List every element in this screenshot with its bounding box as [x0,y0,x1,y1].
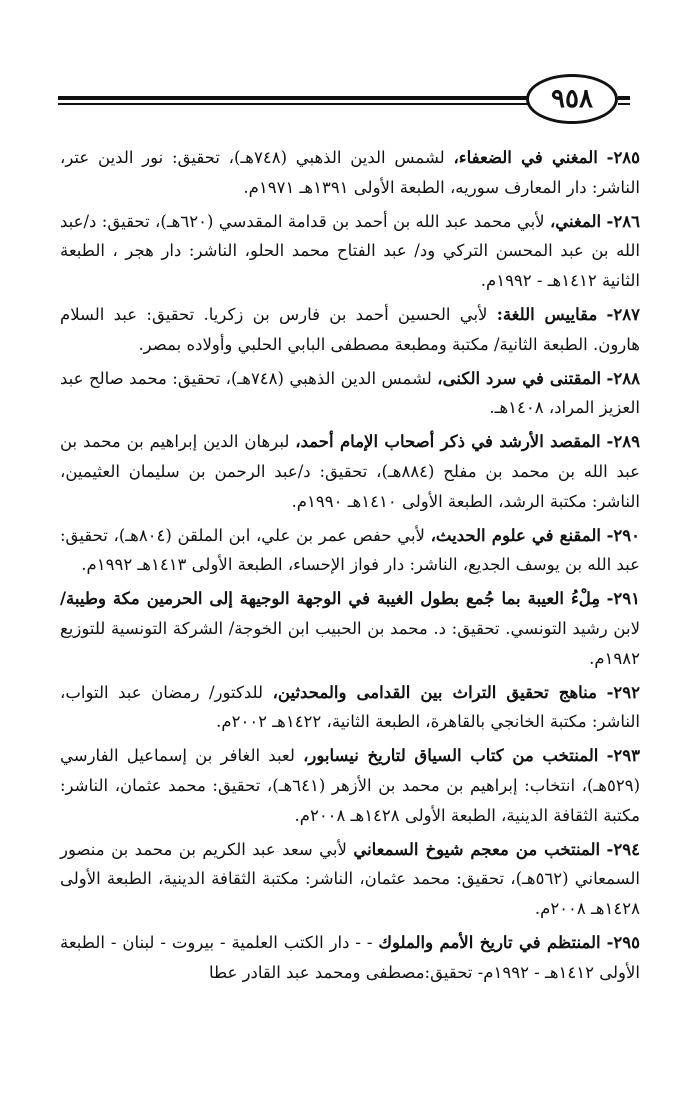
header-rule-right-thin [618,103,630,105]
bibliography-entry-291 [60,584,640,673]
entry-title: المنتخب من كتاب السياق لتاريخ نيسابور، [303,746,599,766]
entry-title: المغني في الضعفاء، [453,148,598,167]
entry-text: لشمس الدين الذهبي (٧٤٨هـ)، تحقيق: نور الدين عتر، الناشر: دار المعارف سوريه، الطبعة الأولى ١٣٩١هـ ١٩٧١م. [60,148,640,197]
bibliography-entry-288 [60,364,640,424]
header-rule-thick [58,96,528,100]
entry-text: لأبي الحسين أحمد بن فارس بن زكريا. تحقيق: عبد السلام هارون. الطبعة الثانية/ مكتبة ومطبعة مصطفى البابي الحلبي وأولاده بمصر. [60,304,640,354]
header-rule-thin [58,103,528,105]
entry-text: - - دار الكتب العلمية - بيروت - لبنان - الطبعة الأولى ١٤١٢هـ - ١٩٩٢م- تحقيق:مصطفى ومحمد عبد القادر عطا [60,932,640,982]
entry-number: ٢٩٥- [606,932,641,952]
entry-number: ٢٨٧- [606,304,640,324]
bibliography-entry-289 [60,427,640,516]
bibliography-entry-294 [60,835,640,924]
entry-title: مقاييس اللغة: [496,304,598,324]
entry-title: المغني، [549,211,602,231]
entry-text: لشمس الدين الذهبي (٧٤٨هـ)، تحقيق: محمد صالح عبد العزيز المراد، ١٤٠٨هـ. [60,368,640,418]
entry-number: ٢٩٣- [606,746,641,766]
page-header [58,74,640,134]
bibliography-entry-285 [60,143,640,203]
bibliography-entry-293 [60,741,640,830]
entry-number: ٢٨٩- [606,432,640,452]
entry-title: المقصد الأرشد في ذكر أصحاب الإمام أحمد، [295,432,601,452]
bibliography-entry-287 [60,300,640,360]
entry-number: ٢٨٥- [606,148,641,167]
entry-text: لابن رشيد التونسي. تحقيق: د. محمد بن الحبيب ابن الخوجة/ الشركة التونسية للتوزيع ١٩٨٢م. [60,618,640,668]
entry-number: ٢٨٦- [606,211,640,231]
bibliography-entry-295 [60,928,640,988]
bibliography-entry-292 [60,678,640,738]
entry-number: ٢٩٤- [606,839,640,859]
entry-text: لأبي سعد عبد الكريم بن محمد بن منصور السمعاني (٥٦٢هـ)، تحقيق: محمد عثمان، الناشر: مكتبة الثقافة الدينية، الطبعة الأولى ١٤٢٨هـ ٢٠٠٨م. [60,839,640,919]
entry-title: المنتظم في تاريخ الأمم والملوك [378,932,601,952]
bibliography-list [60,143,640,992]
entry-title: المنتخب من معجم شيوخ السمعاني [353,839,601,859]
header-rule-right-thick [618,96,630,100]
entry-text: للدكتور/ رمضان عبد التواب، الناشر: مكتبة الخانجي بالقاهرة، الطبعة الثانية، ١٤٢٢هـ ٢٠٠٢م. [60,682,640,732]
entry-number: ٢٩١- [606,589,641,609]
entry-number: ٢٨٨- [606,368,640,388]
entry-number: ٢٩٢- [606,682,641,702]
bibliography-entry-290 [60,521,640,581]
entry-title: المقتنى في سرد الكنى، [437,368,602,388]
entry-text: لأبي حفص عمر بن علي، ابن الملقن (٨٠٤هـ)، تحقيق: عبد الله بن يوسف الجديع، الناشر: دار فواز الإحساء، الطبعة الأولى ١٤١٣هـ ١٩٩٢م. [60,525,640,575]
page-number: ٩٥٨ [526,74,618,124]
entry-text: لأبي محمد عبد الله بن أحمد بن قدامة المقدسي (٦٢٠هـ)، تحقيق: د/عبد الله بن عبد المحسن التركي ود/ عبد الفتاح محمد الحلو، الناشر: دار هجر ، الطبعة الثانية ١٤١٢هـ - ١٩٩٢م. [60,211,640,291]
bibliography-entry-286 [60,207,640,296]
entry-number: ٢٩٠- [606,525,641,545]
entry-title: مِلْءُ العيبة بما جُمع بطول الغيبة في الوجهة الوجيهة إلى الحرمين مكة وطيبة/ [60,589,601,609]
entry-title: مناهج تحقيق التراث بين القدامى والمحدثين، [272,682,597,702]
entry-text: لعبد الغافر بن إسماعيل الفارسي (٥٢٩هـ)، انتخاب: إبراهيم بن محمد بن الأزهر (٦٤١هـ)، تحقيق: محمد عثمان، الناشر: مكتبة الثقافة الدينية، الطبعة الأولى ١٤٢٨هـ ٢٠٠٨م. [60,746,640,825]
entry-text: لبرهان الدين إبراهيم بن محمد بن عبد الله بن محمد بن مفلح (٨٨٤هـ)، تحقيق: د/عبد الرحمن بن سليمان العثيمين، الناشر: مكتبة الرشد، الطبعة الأولى ١٤١٠هـ ١٩٩٠م. [60,432,640,511]
entry-title: المقنع في علوم الحديث، [430,525,601,545]
